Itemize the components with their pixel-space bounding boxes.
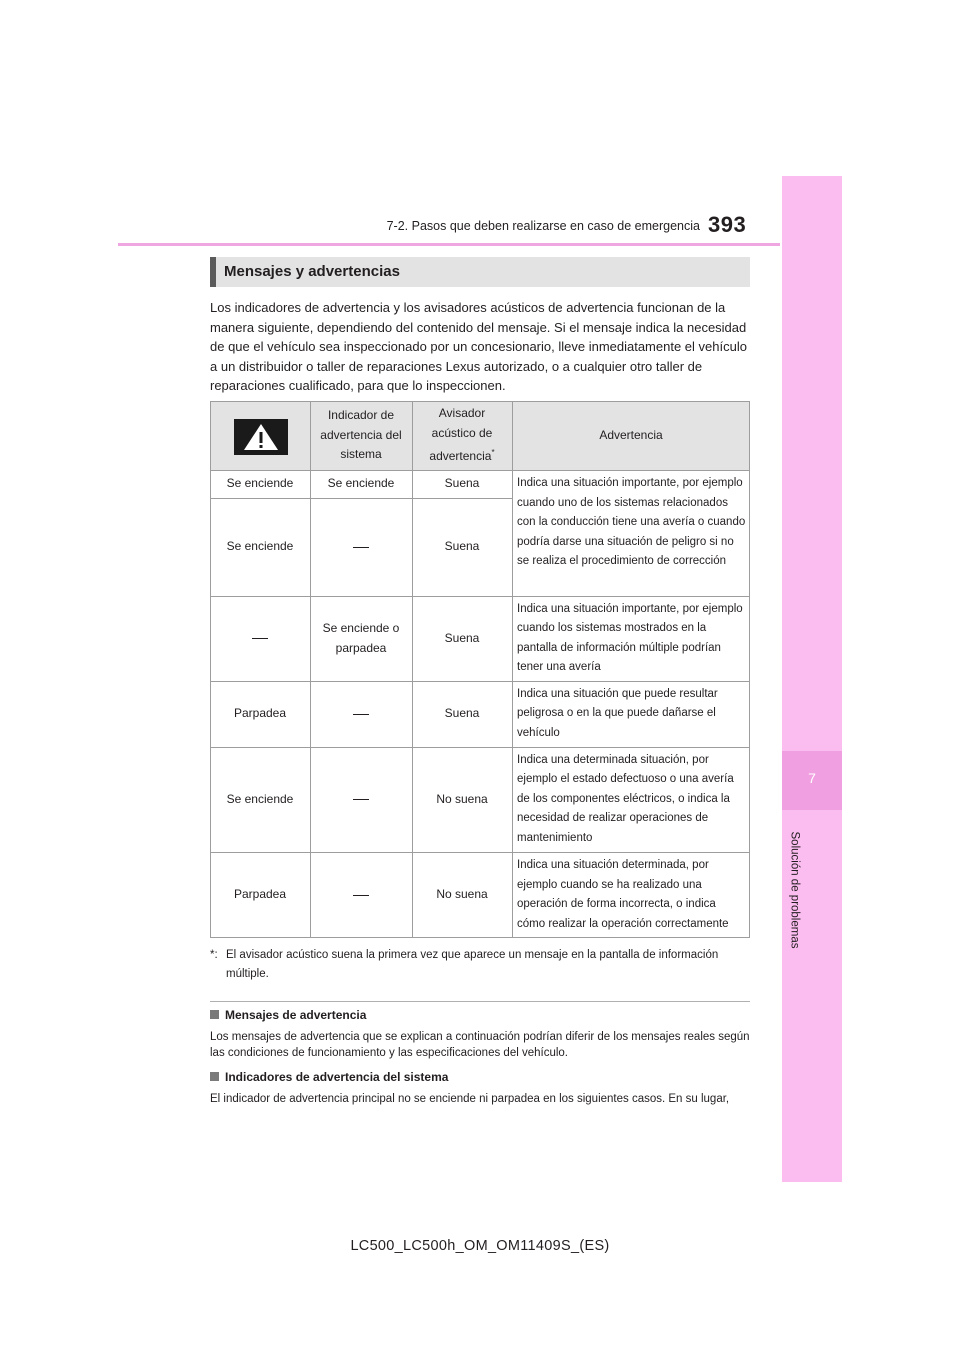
cell-indicator: Se enciende	[226, 791, 294, 806]
section-heading	[210, 257, 750, 287]
header-buzzer-text: Avisador acústico de advertencia	[429, 406, 493, 464]
document-code: LC500_LC500h_OM_OM11409S_(ES)	[350, 1238, 610, 1254]
cell-buzzer: Suena	[444, 706, 480, 721]
cell-warning: Indica una determinada situación, por ejemplo el estado defectuoso o una avería de los componentes eléctricos, o indica la necesidad de realizar operaciones de mantenimiento	[517, 753, 734, 844]
cell-buzzer: Suena	[444, 539, 480, 554]
cell-buzzer: No suena	[436, 791, 488, 806]
header-rule	[118, 243, 780, 246]
header-warning: Advertencia	[599, 427, 663, 442]
subsection-title-text: Indicadores de advertencia del sistema	[225, 1070, 449, 1084]
header-indicator: Indicador de advertencia del sistema	[320, 408, 402, 462]
cell-multi: Se enciende	[327, 476, 395, 491]
side-tab-label-text: Solución de problemas	[788, 831, 800, 949]
subsection-title	[210, 1008, 366, 1022]
table-footnote	[210, 946, 750, 984]
cell-warning: Indica una situación que puede resultar peligrosa o en la que puede dañarse el vehículo	[517, 687, 718, 739]
page-number: 393	[708, 212, 747, 237]
cell-warning: Indica una situación importante, por ejemplo cuando los sistemas mostrados en la pantalla de información múltiple podrían tener una avería	[517, 602, 743, 673]
subsection-title-text: Mensajes de advertencia	[225, 1008, 367, 1022]
warnings-table	[210, 401, 750, 938]
section-heading-bar	[210, 257, 216, 287]
cell-buzzer: Suena	[444, 630, 480, 645]
square-bullet-icon	[210, 1010, 219, 1019]
cell-indicator: Se enciende	[226, 539, 294, 554]
section-divider	[210, 1001, 750, 1002]
intro-paragraph: Los indicadores de advertencia y los avisadores acústicos de advertencia funcionan de la manera siguiente, dependiendo del contenido del mensaje. Si el mensaje indica la necesidad de que el vehículo sea inspeccionado por un concesionario, lleve inmediatamente el vehículo a un distribuidor o taller de reparaciones Lexus autorizado, o a cualquier otro taller de reparaciones cualificado, para que lo inspeccionen.	[210, 300, 747, 393]
side-tab-number: 7	[808, 770, 816, 786]
cell-buzzer: Suena	[444, 476, 480, 491]
header-buzzer-mark: *	[491, 448, 495, 458]
subsection-paragraph: Los mensajes de advertencia que se explican a continuación podrían diferir de los mensajes reales según las condiciones de funcionamiento y las especificaciones del vehículo.	[210, 1031, 750, 1059]
table-border	[210, 401, 750, 938]
cell-indicator: Se enciende	[226, 476, 294, 491]
cell-buzzer: No suena	[436, 887, 488, 902]
chapter-section-title: 7-2. Pasos que deben realizarse en caso de emergencia	[386, 219, 700, 233]
cell-indicator: Parpadea	[233, 887, 287, 902]
cell-indicator: Parpadea	[233, 706, 287, 721]
subsection-title	[210, 1070, 448, 1084]
cell-multi: Se enciende o parpadea	[322, 621, 400, 655]
subsection-paragraph: El indicador de advertencia principal no se enciende ni parpadea en los siguientes casos. En su lugar,	[210, 1093, 730, 1105]
cell-warning: Indica una situación determinada, por ejemplo cuando se ha realizado una operación de forma incorrecta, o indica cómo realizar la operación correctamente	[517, 859, 729, 930]
footnote-symbol: *:	[210, 949, 218, 961]
footnote-text: El avisador acústico suena la primera vez que aparece un mensaje en la pantalla de información múltiple.	[226, 949, 719, 980]
square-bullet-icon	[210, 1072, 219, 1081]
side-tab-strip	[782, 176, 842, 1182]
cell-warning-merged: Indica una situación importante, por ejemplo cuando uno de los sistemas relacionados con la conducción tiene una avería o cuando podría darse una situación de peligro si no se realiza el procedimiento de corrección	[517, 477, 746, 567]
side-tab-label	[783, 820, 805, 960]
section-heading-text: Mensajes y advertencias	[224, 263, 400, 280]
